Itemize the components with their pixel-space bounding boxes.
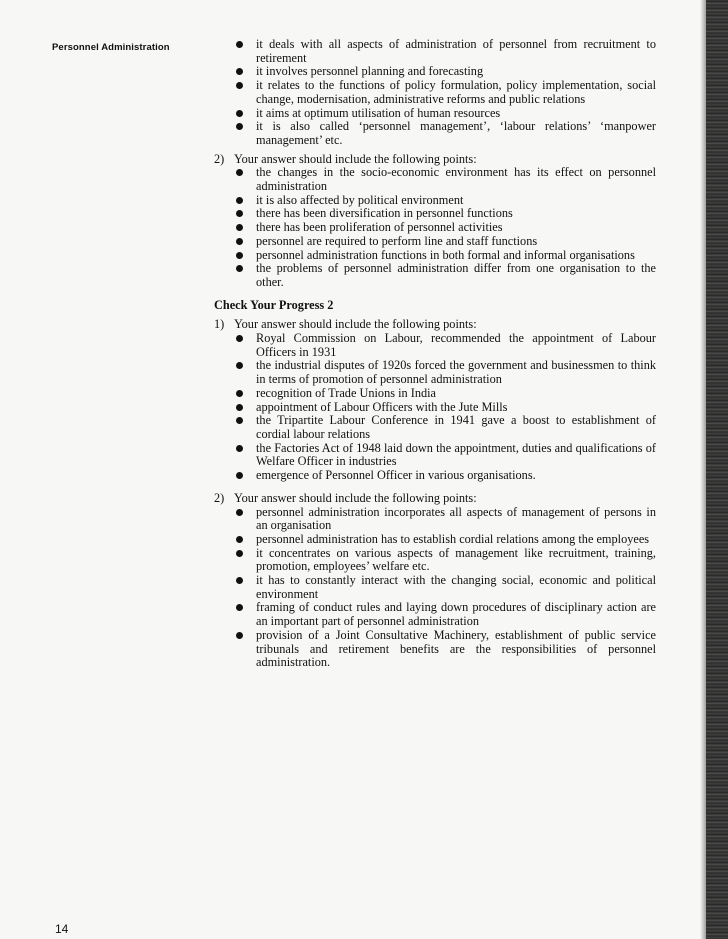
bullet-list [234, 506, 656, 670]
list-item [256, 38, 656, 65]
top-bullet-list [214, 38, 656, 148]
scan-edge-shadow [706, 0, 728, 939]
bullet-dot-icon [236, 68, 243, 75]
list-item [256, 401, 656, 415]
question-intro: Your answer should include the following points: [234, 490, 477, 505]
list-item [256, 533, 656, 547]
page-number: 14 [55, 922, 69, 936]
bullet-dot-icon [236, 123, 243, 130]
bullet-dot-icon [236, 169, 243, 176]
bullet-dot-icon [236, 82, 243, 89]
question-intro: Your answer should include the following points: [234, 317, 477, 332]
bullet-list [234, 166, 656, 289]
bullet-dot-icon [236, 445, 243, 452]
scan-edge-gradient [700, 0, 706, 939]
list-item [256, 442, 656, 469]
bullet-text: it concentrates on various aspects of management like recruitment, training, promotion, employees’ welfare etc. [256, 545, 656, 574]
bullet-dot-icon [236, 210, 243, 217]
list-item [256, 207, 656, 221]
bullet-dot-icon [236, 472, 243, 479]
bullet-dot-icon [236, 41, 243, 48]
bullet-text: the Factories Act of 1948 laid down the appointment, duties and qualifications of Welfare Officer in industries [256, 440, 656, 469]
bullet-text: recognition of Trade Unions in India [256, 385, 436, 400]
list-item [256, 120, 656, 147]
list-item [256, 262, 656, 289]
section-heading: Check Your Progress 2 [214, 297, 334, 312]
bullet-dot-icon [236, 197, 243, 204]
list-item [256, 332, 656, 359]
list-item [256, 547, 656, 574]
bullet-text: provision of a Joint Consultative Machinery, establishment of public service tribunals and retirement benefits are the responsibilities of personnel administration. [256, 627, 656, 670]
list-item [256, 79, 656, 106]
bullet-text: it is also called ‘personnel management’, ‘labour relations’ ‘manpower management’ etc. [256, 119, 656, 147]
list-item [256, 65, 656, 79]
bullet-dot-icon [236, 509, 243, 516]
bullet-dot-icon [236, 536, 243, 543]
list-item [256, 414, 656, 441]
bullet-text: emergence of Personnel Officer in various organisations. [256, 468, 536, 483]
list-item [256, 194, 656, 208]
list-item [256, 359, 656, 386]
bullet-dot-icon [236, 252, 243, 259]
bullet-text: the Tripartite Labour Conference in 1941 gave a boost to establishment of cordial labour relations [256, 413, 656, 441]
bullet-dot-icon [236, 238, 243, 245]
bullet-dot-icon [236, 224, 243, 231]
bullet-dot-icon [236, 362, 243, 369]
bullet-text: personnel administration functions in both formal and informal organisations [256, 247, 635, 262]
list-item [256, 629, 656, 670]
bullet-dot-icon [236, 335, 243, 342]
bullet-dot-icon [236, 404, 243, 411]
answer-content [214, 38, 656, 670]
bullet-text: there has been proliferation of personnel activities [256, 220, 503, 235]
bullet-text: appointment of Labour Officers with the Jute Mills [256, 399, 508, 414]
bullet-text: it has to constantly interact with the changing social, economic and political environment [256, 573, 656, 601]
question-number: 1) [214, 317, 225, 332]
bullet-text: personnel administration has to establish cordial relations among the employees [256, 531, 650, 546]
list-item [256, 574, 656, 601]
bullet-dot-icon [236, 604, 243, 611]
list-item [256, 249, 656, 263]
question-2 [214, 153, 656, 290]
bullet-dot-icon [236, 265, 243, 272]
bullet-dot-icon [236, 110, 243, 117]
bullet-dot-icon [236, 550, 243, 557]
list-item [256, 506, 656, 533]
bullet-list [234, 332, 656, 483]
bullet-text: it involves personnel planning and forecasting [256, 64, 484, 79]
list-item [256, 601, 656, 628]
list-item [256, 166, 656, 193]
question-intro: Your answer should include the following points: [234, 151, 477, 166]
bullet-text: personnel administration incorporates all aspects of management of persons in an organisation [256, 504, 656, 533]
bullet-text: there has been diversification in personnel functions [256, 206, 513, 221]
bullet-text: it is also affected by political environment [256, 192, 464, 207]
bullet-text: personnel are required to perform line and staff functions [256, 233, 538, 248]
bullet-text: it aims at optimum utilisation of human resources [256, 105, 501, 120]
list-item [256, 387, 656, 401]
cp2-question-1 [214, 318, 656, 482]
bullet-dot-icon [236, 632, 243, 639]
list-item [256, 469, 656, 483]
bullet-text: framing of conduct rules and laying down procedures of disciplinary action are an important part of personnel administration [256, 600, 656, 629]
bullet-text: it deals with all aspects of administration of personnel from recruitment to retirement [256, 37, 656, 65]
bullet-text: the changes in the socio-economic environment has its effect on personnel administration [256, 165, 656, 194]
bullet-text: the industrial disputes of 1920s forced the government and businessmen to think in terms of promotion of personnel administration [256, 358, 656, 387]
list-item [256, 221, 656, 235]
question-number: 2) [214, 151, 225, 166]
bullet-dot-icon [236, 390, 243, 397]
question-number: 2) [214, 490, 225, 505]
bullet-text: it relates to the functions of policy formulation, policy implementation, social change, modernisation, administrative reforms and public relations [256, 78, 656, 106]
bullet-text: Royal Commission on Labour, recommended the appointment of Labour Officers in 1931 [256, 331, 656, 359]
side-label: Personnel Administration [52, 42, 170, 53]
list-item [256, 235, 656, 249]
bullet-dot-icon [236, 417, 243, 424]
bullet-dot-icon [236, 577, 243, 584]
list-item [256, 107, 656, 121]
bullet-text: the problems of personnel administration differ from one organisation to the other. [256, 261, 656, 289]
cp2-question-2 [214, 492, 656, 670]
